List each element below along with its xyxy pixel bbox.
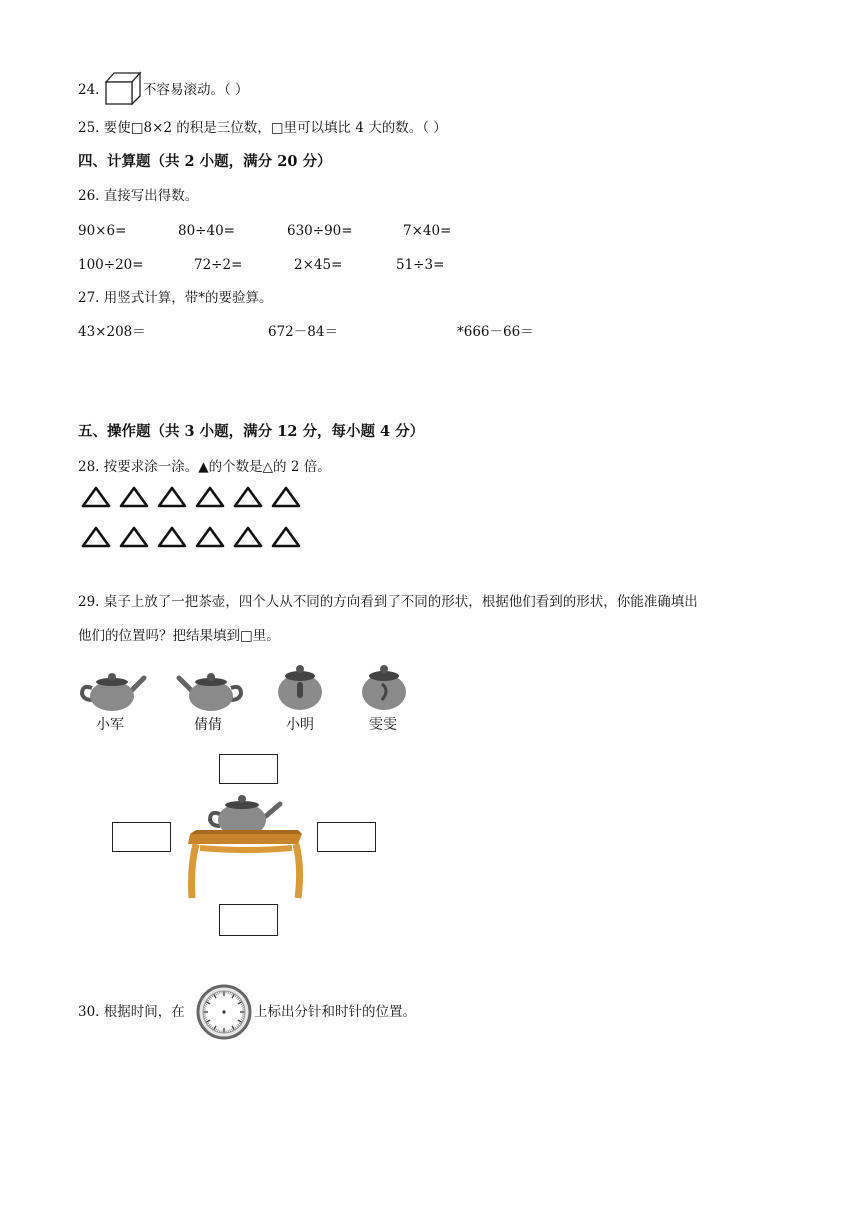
q29-text-line2: 他们的位置吗？把结果填到□里。 [78,628,280,644]
q26-item: 630÷90= [287,223,353,239]
q27-prompt: 27. 用竖式计算，带*的要验算。 [78,290,273,306]
q27-item: 43×208＝ [78,324,146,340]
teapot-front-view-icon [272,660,328,712]
teapot-back-view-icon [356,660,412,712]
q26-item: 2×45= [294,257,343,273]
observer-name: 雯雯 [369,717,397,733]
q26-item: 80÷40= [178,223,235,239]
answer-box-top[interactable] [219,754,278,784]
triangle-outline[interactable] [157,486,187,508]
observer-name: 小军 [96,717,124,733]
table-with-teapot-icon [186,790,306,900]
observer-name: 小明 [286,717,314,733]
section-heading-calculation: 四、计算题（共 2 小题，满分 20 分） [78,153,332,170]
q26-prompt: 26. 直接写出得数。 [78,188,199,204]
q27-item: 672－84＝ [268,324,338,340]
teapot-side-view-icon [78,664,148,712]
triangle-outline[interactable] [271,526,301,548]
section-heading-operation: 五、操作题（共 3 小题，满分 12 分，每小题 4 分） [78,423,425,440]
q26-item: 7×40= [403,223,452,239]
clock-face-icon[interactable] [196,984,252,1040]
q26-item: 72÷2= [194,257,243,273]
answer-box-right[interactable] [317,822,376,852]
triangle-outline[interactable] [195,486,225,508]
triangle-outline[interactable] [271,486,301,508]
q26-item: 51÷3= [396,257,445,273]
q24-number: 24. [78,82,100,98]
teapot-side-view-icon [175,664,245,712]
q26-item: 100÷20= [78,257,144,273]
q25-text: 25. 要使□8×2 的积是三位数，□里可以填比 4 大的数。（ ） [78,120,447,136]
triangle-outline[interactable] [233,486,263,508]
q29-text-line1: 29. 桌子上放了一把茶壶，四个人从不同的方向看到了不同的形状，根据他们看到的形状，你能准确填出 [78,594,698,610]
answer-box-bottom[interactable] [219,904,278,936]
triangle-outline[interactable] [157,526,187,548]
triangle-outline[interactable] [81,526,111,548]
triangle-outline[interactable] [233,526,263,548]
q28-prompt: 28. 按要求涂一涂。▲的个数是△的 2 倍。 [78,459,331,475]
q30-number: 30. 根据时间，在 [78,1004,185,1020]
q27-item: *666－66＝ [457,324,534,340]
triangle-outline[interactable] [195,526,225,548]
triangle-outline[interactable] [119,526,149,548]
cube-icon [104,70,142,106]
answer-box-left[interactable] [112,822,171,852]
q30-text: 上标出分针和时针的位置。 [254,1004,416,1020]
triangle-outline[interactable] [119,486,149,508]
triangle-outline[interactable] [81,486,111,508]
q26-item: 90×6= [78,223,127,239]
observer-name: 倩倩 [194,717,222,733]
q24-text: 不容易滚动。（ ） [143,82,249,98]
